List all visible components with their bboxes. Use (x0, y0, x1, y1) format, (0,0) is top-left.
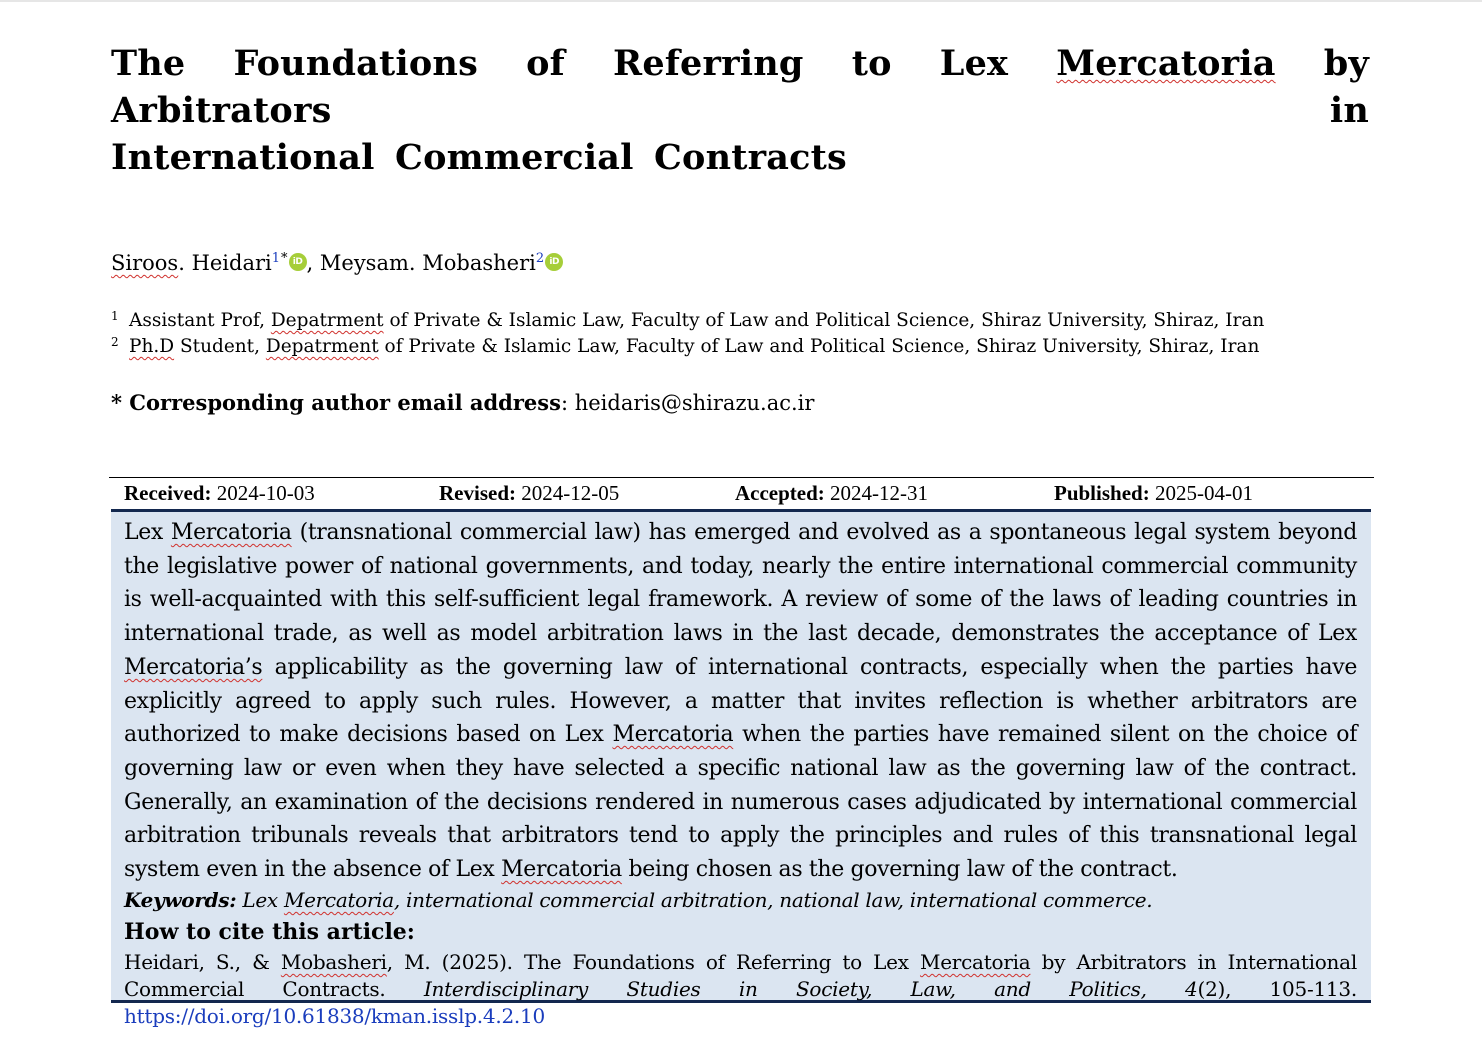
author-separator: , (306, 251, 320, 275)
publication-dates (109, 477, 1374, 510)
author-2[interactable] (320, 251, 536, 275)
date-value: 2025-04-01 (1154, 481, 1253, 505)
corresponding-separator: : (560, 391, 575, 415)
doi-link[interactable]: https://doi.org/10.61838/kman.isslp.4.2.10 (124, 1004, 545, 1028)
date-revised (439, 481, 619, 506)
date-value: 2024-12-31 (830, 481, 929, 505)
author-last-name: . Mobasheri (408, 251, 536, 275)
journal-name: Interdisciplinary Studies in Society, Law, and Politics, 4 (423, 977, 1198, 1001)
author-first-name: Siroos (111, 251, 179, 275)
affiliation-text: Depatrment (265, 336, 379, 357)
affiliation-text: Assistant Prof, (129, 310, 271, 331)
date-received (124, 481, 315, 506)
title-text: The Foundations of Referring to Lex (111, 43, 1057, 84)
title-line-1 (111, 40, 1369, 134)
orcid-icon[interactable]: iD (289, 253, 307, 271)
author-list (111, 249, 563, 277)
affiliation-mark[interactable]: 1 (271, 251, 281, 266)
date-accepted (735, 481, 928, 506)
author-first-name: Meysam (319, 251, 409, 275)
cite-heading: How to cite this article: (124, 919, 415, 945)
title-text-mercatoria: Mercatoria (1056, 43, 1276, 84)
date-label: Received: (124, 481, 212, 505)
article-title (111, 40, 1369, 181)
affiliation-list (111, 308, 1264, 360)
affiliation-text: Depatrment (270, 310, 384, 331)
affiliation-mark[interactable]: 2 (535, 251, 545, 266)
keywords: Keywords: Lex Mercatoria, international commercial arbitration, national law, international commerce. (124, 888, 1153, 912)
citation-text: Heidari, S., & Mobasheri, M. (2025). The Foundations of Referring to Lex Mercatoria by Arbitrators in International Commercial Contracts. Interdisciplinary Studies in Society, Law, and Politics, 4(2), 105-113. https://doi.org/10.61838/kman.isslp.4.2.10 (124, 950, 1357, 1028)
keywords-label: Keywords: (124, 888, 237, 912)
abstract-text: Lex Mercatoria (transnational commercial law) has emerged and evolved as a spontaneous legal system beyond the legislative power of national governments, and today, nearly the entire international commercial community is well-acquainted with this self-sufficient legal framework. A review of some of the laws of leading countries in international trade, as well as model arbitration laws in the last decade, demonstrates the acceptance of Lex Mercatoria’s applicability as the governing law of international contracts, especially when the parties have explicitly agreed to apply such rules. However, a matter that invites reflection is whether arbitrators are authorized to make decisions based on Lex Mercatoria when the parties have remained silent on the choice of governing law or even when they have selected a specific national law as the governing law of the contract. Generally, an examination of the decisions rendered in numerous cases adjudicated by international commercial arbitration tribunals reveals that arbitrators tend to apply the principles and rules of this transnational legal system even in the absence of Lex Mercatoria being chosen as the governing law of the contract. (124, 520, 1357, 883)
corresponding-mark: * (281, 251, 288, 266)
corresponding-author (111, 388, 814, 418)
abstract-box (111, 509, 1371, 1028)
corresponding-label: * Corresponding author email address (111, 390, 561, 415)
affiliation-text: Student, (174, 336, 266, 357)
affiliation-text: Ph.D (129, 336, 175, 357)
orcid-icon[interactable]: iD (545, 253, 563, 271)
affiliation-text: of Private & Islamic Law, Faculty of Law and Political Science, Shiraz University, Shiraz, Iran (383, 310, 1265, 331)
affiliation-text: of Private & Islamic Law, Faculty of Law and Political Science, Shiraz University, Shiraz, Iran (378, 336, 1260, 357)
date-published (1054, 481, 1253, 506)
title-text: by Arbitrators in (111, 43, 1369, 131)
author-1[interactable] (111, 251, 272, 275)
corresponding-email[interactable]: heidaris@shirazu.ac.ir (574, 391, 815, 415)
date-label: Accepted: (735, 481, 825, 505)
date-value: 2024-12-05 (521, 481, 620, 505)
top-divider (0, 0, 1482, 2)
date-value: 2024-10-03 (216, 481, 315, 505)
date-label: Published: (1054, 481, 1150, 505)
author-last-name: . Heidari (178, 251, 272, 275)
affiliation-1: 1 Assistant Prof, Depatrment of Private & Islamic Law, Faculty of Law and Political Science, Shiraz University, Shiraz, Iran (111, 309, 1265, 331)
affiliation-2: 2 Ph.D Student, Depatrment of Private & Islamic Law, Faculty of Law and Political Science, Shiraz University, Shiraz, Iran (111, 335, 1260, 357)
title-line-2: International Commercial Contracts (111, 137, 847, 178)
date-label: Revised: (439, 481, 516, 505)
